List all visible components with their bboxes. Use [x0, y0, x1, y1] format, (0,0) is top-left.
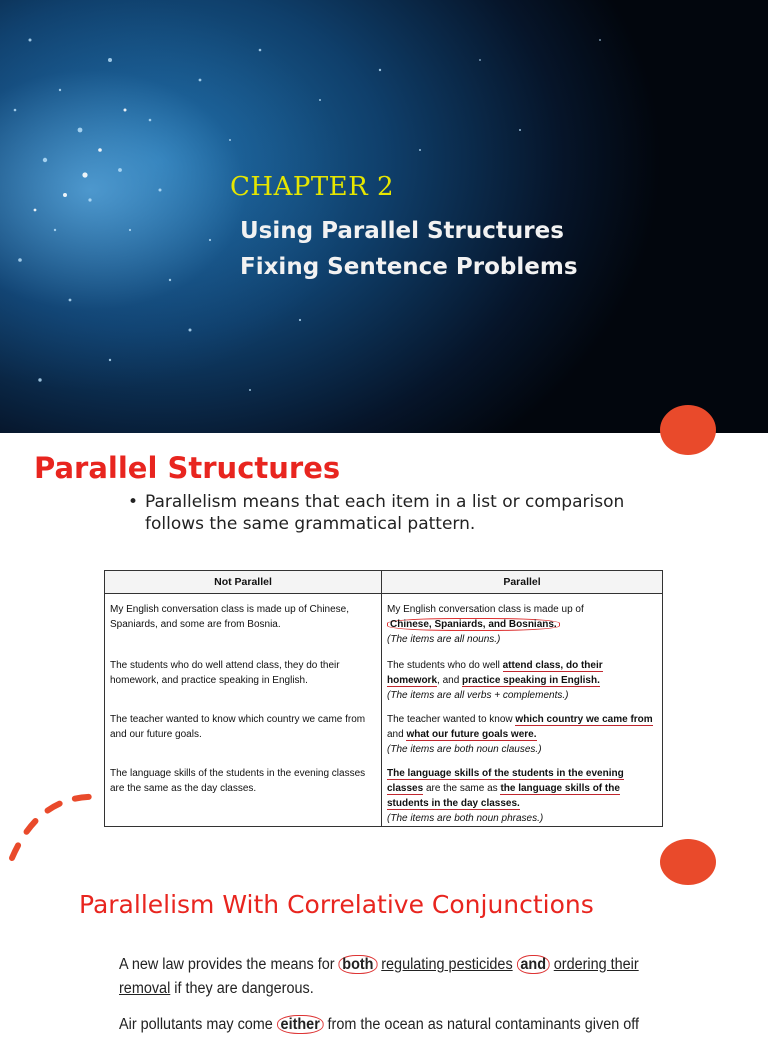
row-note: (The items are both noun clauses.) — [387, 744, 542, 755]
decorative-red-blob — [660, 405, 716, 455]
row-note: (The items are all nouns.) — [387, 634, 501, 645]
parallel-text: The students who do well — [387, 660, 500, 671]
parallel-underline: The language skills of the students in the evening classes — [387, 768, 624, 794]
column-header-parallel: Parallel — [382, 571, 663, 594]
slide-title-line-1: Using Parallel Structures — [240, 218, 564, 244]
conjunction-circled: either — [277, 1015, 324, 1034]
conjunction-circled: and — [517, 955, 550, 974]
not-parallel-cell: The teacher wanted to know which country we came from and our future goals. — [105, 712, 382, 766]
not-parallel-cell: The language skills of the students in the evening classes are the same as the day classes. — [105, 766, 382, 827]
not-parallel-cell: My English conversation class is made up of Chinese, Spaniards, and some are from Bosnia. — [105, 594, 382, 659]
parallel-cell — [382, 712, 663, 766]
column-header-not-parallel: Not Parallel — [105, 571, 382, 594]
slide-heading: Parallelism With Correlative Conjunctions — [79, 890, 594, 919]
not-parallel-cell: The students who do well attend class, they do their homework, and practice speaking in English. — [105, 658, 382, 712]
example-text: Air pollutants may come — [119, 1016, 273, 1033]
example-text: if they are dangerous. — [174, 980, 314, 997]
parallel-underline: attend class, do their homework — [387, 660, 603, 686]
conjunction-circled: both — [339, 955, 378, 974]
example-sentence-1 — [119, 953, 640, 1001]
parallel-underline: what our future goals were. — [406, 729, 537, 740]
row-note: (The items are both noun phrases.) — [387, 813, 544, 824]
parallel-underline: practice speaking in English. — [462, 675, 600, 686]
parallelism-table — [104, 570, 663, 827]
parallel-cell — [382, 594, 663, 659]
parallel-highlight: Chinese, Spaniards, and Bosnians. — [387, 618, 560, 631]
decorative-dashed-curve — [0, 783, 110, 863]
example-sentence-2 — [119, 1013, 640, 1037]
parallel-text: are the same as — [425, 783, 498, 794]
example-text: from the ocean as natural contaminants given off — [327, 1016, 640, 1033]
row-note: (The items are all verbs + complements.) — [387, 690, 569, 701]
slide-heading: Parallel Structures — [34, 451, 341, 485]
parallel-structures-slide — [0, 433, 768, 865]
title-slide — [0, 0, 768, 433]
parallel-cell — [382, 766, 663, 827]
example-underlined: ordering their — [553, 956, 639, 973]
bullet-dot-icon: • — [128, 492, 139, 512]
table-row — [105, 594, 663, 659]
table-row — [105, 658, 663, 712]
bullet-text: Parallelism means that each item in a list or comparison follows the same grammatical pattern. — [145, 492, 625, 534]
parallel-underline: which country we came from — [515, 714, 653, 725]
parallel-text: The teacher wanted to know — [387, 714, 513, 725]
parallel-cell — [382, 658, 663, 712]
decorative-red-blob — [660, 839, 716, 885]
example-text: A new law provides the means for — [119, 956, 335, 973]
parallel-text: and — [387, 729, 404, 740]
parallel-underline: the language skills of the students in the day classes. — [387, 783, 620, 809]
table-row — [105, 712, 663, 766]
example-underlined: removal — [119, 980, 171, 997]
correlative-conjunctions-slide — [0, 865, 768, 1033]
parallel-text: My English conversation class is made up of — [387, 604, 584, 615]
example-underlined: regulating pesticides — [381, 956, 513, 973]
parallel-text: , and — [437, 675, 460, 686]
slide-title-line-2: Fixing Sentence Problems — [240, 254, 578, 280]
table-row — [105, 766, 663, 827]
starfield-background — [0, 0, 768, 433]
chapter-label: CHAPTER 2 — [230, 172, 395, 202]
